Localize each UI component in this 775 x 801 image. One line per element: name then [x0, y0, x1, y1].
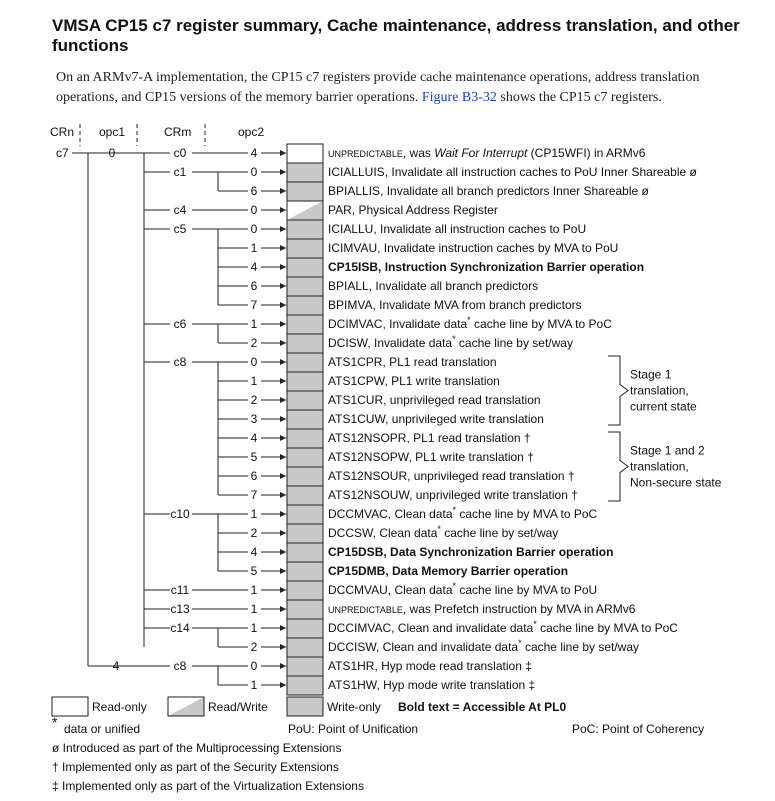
opc2-value-0: 0 — [250, 222, 258, 236]
label-text: DCIMVAC, Invalidate data — [328, 317, 468, 331]
note-pou: PoU: Point of Unification — [288, 722, 419, 736]
register-label — [328, 564, 568, 578]
register-arrow — [280, 625, 286, 631]
label-text: ICIALLUIS, Invalidate all instruction caches to PoU Inner Shareable ø — [328, 165, 697, 179]
opc2-value-6: 6 — [250, 469, 258, 483]
label-text: ICIALLU, Invalidate all instruction caches to PoU — [328, 222, 587, 236]
label-text: CP15DSB, Data Synchronization Barrier operation — [328, 545, 614, 559]
crm-value-c1: c1 — [173, 165, 187, 179]
register-arrow — [280, 359, 286, 365]
register-label — [328, 315, 612, 331]
crm-value-c11: c11 — [170, 583, 190, 597]
opc2-value-3: 3 — [250, 412, 258, 426]
register-box — [287, 448, 323, 467]
register-arrow — [280, 511, 286, 517]
register-label — [328, 431, 531, 445]
opc2-value-0: 0 — [250, 659, 258, 673]
register-arrow — [280, 663, 286, 669]
note-poc: PoC: Point of Coherency — [572, 722, 705, 736]
register-arrow — [280, 264, 286, 270]
register-box — [287, 372, 323, 391]
opc1-value-0: 0 — [108, 146, 116, 160]
opc2-value-4: 4 — [250, 545, 258, 559]
opc2-value-6: 6 — [250, 279, 258, 293]
label-text-rest: cache line by set/way — [521, 640, 640, 654]
header-crm: CRm — [164, 125, 192, 139]
opc2-value-5: 5 — [250, 564, 258, 578]
crm-value-c6: c6 — [173, 317, 187, 331]
label-text: PAR, Physical Address Register — [328, 203, 498, 217]
stage1-bracket-text-1: translation, — [630, 383, 689, 398]
label-text: DCCISW, Clean and invalidate data — [328, 640, 519, 654]
opc2-value-1: 1 — [250, 583, 258, 597]
label-text: ATS1CPW, PL1 write translation — [328, 374, 500, 388]
label-text: ATS12NSOPR, PL1 read translation † — [328, 431, 531, 445]
opc2-value-2: 2 — [250, 336, 258, 350]
label-text: DCISW, Invalidate data — [328, 336, 453, 350]
register-box — [287, 220, 323, 239]
register-box — [287, 600, 323, 619]
register-arrow — [280, 378, 286, 384]
register-label — [328, 393, 541, 407]
register-arrow — [280, 682, 286, 688]
register-label — [328, 524, 558, 540]
register-label — [328, 545, 613, 559]
register-label — [328, 298, 582, 312]
data-or-unified-star: * — [518, 638, 522, 648]
register-arrow — [280, 549, 286, 555]
register-arrow — [280, 568, 286, 574]
label-text-rest: cache line by set/way — [440, 526, 559, 540]
register-label — [328, 165, 698, 179]
opc2-value-0: 0 — [250, 355, 258, 369]
label-text-rest: cache line by MVA to PoC — [456, 507, 598, 521]
register-label — [328, 203, 498, 217]
stage1-bracket-brace — [608, 356, 628, 425]
header-opc1: opc1 — [99, 125, 126, 139]
register-label — [328, 488, 578, 502]
crn-value-c7: c7 — [56, 146, 69, 160]
crm-value-c0: c0 — [173, 146, 187, 160]
stage12-bracket-text-0: Stage 1 and 2 — [630, 443, 705, 458]
legend-read-only-label: Read-only — [92, 700, 147, 714]
header-crn: CRn — [50, 125, 75, 139]
data-or-unified-star: * — [452, 334, 456, 344]
stage12-bracket-text-2: Non-secure state — [630, 475, 722, 490]
register-label — [328, 334, 573, 350]
register-arrow — [280, 606, 286, 612]
register-box — [287, 315, 323, 334]
stage1-bracket-text-2: current state — [630, 399, 697, 414]
register-box — [287, 486, 323, 505]
label-text: BPIMVA, Invalidate MVA from branch predictors — [328, 298, 582, 312]
label-text: DCCSW, Clean data — [328, 526, 438, 540]
label-text: CP15DMB, Data Memory Barrier operation — [328, 564, 569, 578]
register-box — [287, 524, 323, 543]
opc2-value-1: 1 — [250, 678, 258, 692]
opc1-value-4: 4 — [112, 659, 120, 673]
data-or-unified-star: * — [467, 315, 471, 325]
opc2-value-2: 2 — [250, 526, 258, 540]
register-box — [287, 277, 323, 296]
register-arrow — [280, 169, 286, 175]
stage1-bracket-text-0: Stage 1 — [630, 367, 672, 382]
label-text: ATS12NSOUR, unprivileged read translation † — [328, 469, 575, 483]
register-arrow — [280, 321, 286, 327]
register-arrow — [280, 416, 286, 422]
opc2-value-0: 0 — [250, 165, 258, 179]
register-label — [328, 581, 597, 597]
label-text-rest: cache line by set/way — [455, 336, 573, 350]
intro-text-after: shows the CP15 c7 registers. — [496, 90, 662, 105]
crm-value-c10: c10 — [170, 507, 190, 521]
register-arrow — [280, 283, 286, 289]
label-text: , was — [402, 146, 435, 160]
register-arrow — [280, 302, 286, 308]
figure-link[interactable]: Figure B3-32 — [421, 90, 497, 105]
register-label — [328, 619, 678, 635]
unpredictable-label: UNPREDICTABLE — [328, 149, 403, 159]
register-box — [287, 581, 323, 600]
data-or-unified-star: * — [533, 619, 537, 629]
register-arrow — [280, 150, 286, 156]
label-text: DCCMVAU, Clean data — [328, 583, 453, 597]
crm-value-c13: c13 — [170, 602, 190, 616]
register-box — [287, 296, 323, 315]
register-label — [328, 659, 532, 673]
register-box — [287, 467, 323, 486]
legend-write-only-box — [287, 697, 323, 716]
label-text: , was Prefetch instruction by MVA in ARMv6 — [402, 602, 636, 616]
register-box — [287, 391, 323, 410]
figure-title: VMSA CP15 c7 register summary, Cache maintenance, address translation, and other functions — [52, 16, 740, 55]
register-box — [287, 505, 323, 524]
stage12-bracket-text-1: translation, — [630, 459, 689, 474]
register-label — [328, 678, 535, 692]
crm-value-c8: c8 — [173, 355, 187, 369]
crm-value-c5: c5 — [173, 222, 187, 236]
register-box — [287, 144, 323, 163]
crm-value-c8: c8 — [173, 659, 187, 673]
label-text-rest: cache line by MVA to PoU — [456, 583, 598, 597]
data-or-unified-star: * — [452, 581, 457, 591]
note-data-or-unified: data or unified — [64, 722, 141, 736]
data-or-unified-star: * — [452, 505, 457, 515]
opc2-value-1: 1 — [250, 241, 258, 255]
register-box — [287, 353, 323, 372]
register-label — [328, 279, 538, 293]
register-box — [287, 657, 323, 676]
opc2-value-4: 4 — [250, 260, 258, 274]
register-label — [328, 222, 586, 236]
register-box — [287, 239, 323, 258]
register-arrow — [280, 454, 286, 460]
note-virtualization: ‡ Implemented only as part of the Virtualization Extensions — [52, 779, 364, 793]
label-text: ATS1CUR, unprivileged read translation — [328, 393, 541, 407]
label-text: ATS1HW, Hyp mode write translation ‡ — [328, 678, 536, 692]
register-box — [287, 410, 323, 429]
label-text: ATS1HR, Hyp mode read translation ‡ — [328, 659, 532, 673]
register-box — [287, 543, 323, 562]
label-text: DCCIMVAC, Clean and invalidate data — [328, 621, 534, 635]
label-text: (CP15WFI) in ARMv6 — [527, 146, 646, 160]
register-arrow — [280, 530, 286, 536]
register-arrow — [280, 435, 286, 441]
opc2-value-2: 2 — [250, 393, 258, 407]
register-box — [287, 429, 323, 448]
label-text: ICIMVAU, Invalidate instruction caches by MVA to PoU — [328, 241, 619, 255]
register-arrow — [280, 226, 286, 232]
stage12-bracket-brace — [608, 432, 628, 501]
register-label — [328, 184, 650, 198]
footnote-star: * — [52, 714, 58, 730]
label-text: DCCMVAC, Clean data — [328, 507, 453, 521]
legend-read-write-label: Read/Write — [208, 700, 268, 714]
register-box — [287, 258, 323, 277]
crm-value-c14: c14 — [170, 621, 190, 635]
opc2-value-7: 7 — [250, 298, 258, 312]
register-box — [287, 334, 323, 353]
legend-write-only-label: Write-only — [327, 700, 381, 714]
register-label — [328, 260, 644, 274]
opc2-value-1: 1 — [250, 621, 258, 635]
register-arrow — [280, 587, 286, 593]
register-label — [328, 638, 639, 654]
opc2-value-5: 5 — [250, 450, 258, 464]
crm-value-c4: c4 — [173, 203, 187, 217]
opc2-value-4: 4 — [250, 431, 258, 445]
note-security: † Implemented only as part of the Security Extensions — [52, 760, 339, 774]
register-label — [328, 469, 575, 483]
opc2-value-6: 6 — [250, 184, 258, 198]
register-arrow — [280, 188, 286, 194]
note-multiprocessing: ø Introduced as part of the Multiprocessing Extensions — [52, 741, 342, 755]
register-label — [328, 355, 497, 369]
label-text-rest: cache line by MVA to PoC — [536, 621, 678, 635]
label-text: BPIALLIS, Invalidate all branch predictors Inner Shareable ø — [328, 184, 649, 198]
opc2-value-2: 2 — [250, 640, 258, 654]
label-text: ATS1CUW, unprivileged write translation — [328, 412, 544, 426]
label-text-rest: cache line by MVA to PoC — [470, 317, 612, 331]
register-label — [328, 241, 618, 255]
unpredictable-label: UNPREDICTABLE — [328, 605, 403, 615]
register-box — [287, 562, 323, 581]
register-arrow — [280, 340, 286, 346]
register-arrow — [280, 245, 286, 251]
register-box — [287, 182, 323, 201]
label-text: CP15ISB, Instruction Synchronization Barrier operation — [328, 260, 645, 274]
register-arrow — [280, 397, 286, 403]
legend-bold-note: Bold text = Accessible At PL0 — [398, 700, 567, 714]
register-arrow — [280, 473, 286, 479]
register-arrow — [280, 492, 286, 498]
intro-text-before: On an ARMv7-A implementation, the CP15 c7 registers provide cache maintenance operations, address translation operations, and CP15 versions of the memory barrier operations. — [56, 70, 700, 105]
register-label — [328, 374, 500, 388]
opc2-value-1: 1 — [250, 374, 258, 388]
opc2-value-4: 4 — [250, 146, 258, 160]
register-label — [328, 505, 598, 521]
opc2-value-1: 1 — [250, 317, 258, 331]
label-text: ATS12NSOUW, unprivileged write translation † — [328, 488, 578, 502]
register-arrow — [280, 644, 286, 650]
opc2-value-0: 0 — [250, 203, 258, 217]
label-text: ATS12NSOPW, PL1 write translation † — [328, 450, 534, 464]
register-label — [328, 412, 544, 426]
opc2-value-1: 1 — [250, 602, 258, 616]
opc2-value-7: 7 — [250, 488, 258, 502]
register-label — [328, 602, 636, 616]
header-opc2: opc2 — [238, 125, 265, 139]
label-italic-text: Wait For Interrupt — [434, 146, 528, 160]
register-box — [287, 638, 323, 657]
register-label — [328, 450, 534, 464]
register-box — [287, 619, 323, 638]
register-box — [287, 676, 323, 695]
opc2-value-1: 1 — [250, 507, 258, 521]
label-text: BPIALL, Invalidate all branch predictors — [328, 279, 539, 293]
register-box — [287, 163, 323, 182]
data-or-unified-star: * — [437, 524, 441, 534]
register-label — [328, 146, 646, 160]
register-arrow — [280, 207, 286, 213]
label-text: ATS1CPR, PL1 read translation — [328, 355, 497, 369]
